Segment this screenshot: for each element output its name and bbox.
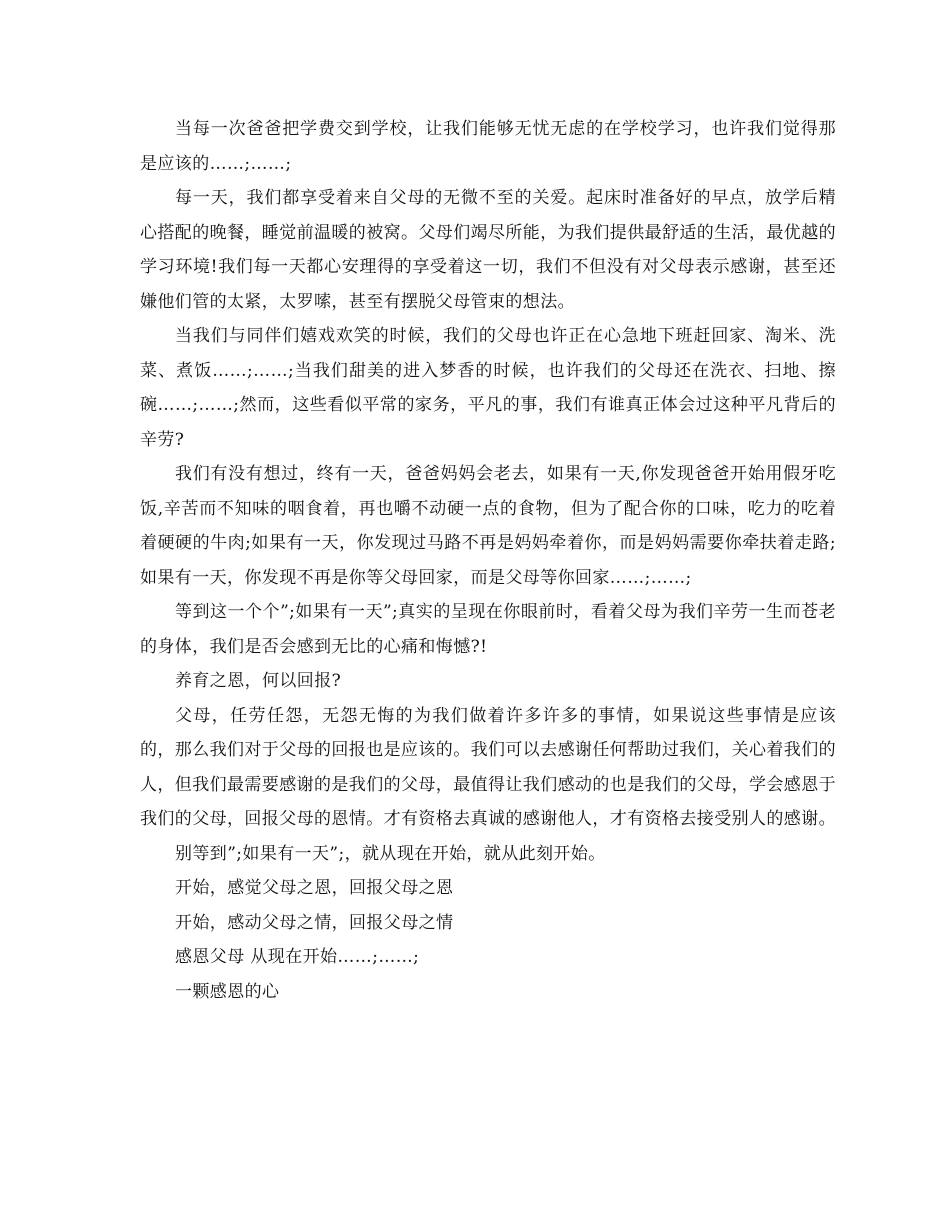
document-body [140, 112, 836, 1009]
paragraph: 开始，感觉父母之恩，回报父母之恩 [175, 878, 454, 898]
paragraph: 别等到”;如果有一天”;，就从现在开始，就从此刻开始。 [175, 843, 606, 864]
paragraph: 一颗感恩的心 [175, 981, 280, 1002]
paragraph: 父母，任劳任怨，无怨无悔的为我们做着许多许多的事情，如果说这些事情是应该的，那么我们对于父母的回报也是应该的。我们可以去感谢任何帮助过我们，关心着我们的人，但我们最需要感谢的是我们的父母，最值得让我们感动的也是我们的父母，学会感恩于我们的父母，回报父母的恩情。才有资格去真诚的感谢他人，才有资格去接受别人的感谢。 [140, 705, 836, 829]
paragraph: 等到这一个个”;如果有一天”;真实的呈现在你眼前时，看着父母为我们辛劳一生而苍老的身体，我们是否会感到无比的心痛和悔憾?! [140, 602, 836, 657]
paragraph: 当每一次爸爸把学费交到学校，让我们能够无忧无虑的在学校学习，也许我们觉得那是应该的……;……; [140, 119, 836, 174]
paragraph: 感恩父母 从现在开始……;……; [175, 947, 420, 967]
paragraph: 每一天，我们都享受着来自父母的无微不至的关爱。起床时准备好的早点，放学后精心搭配的晚餐，睡觉前温暖的被窝。父母们竭尽所能，为我们提供最舒适的生活，最优越的学习环境!我们每一天都心安理得的享受着这一切，我们不但没有对父母表示感谢，甚至还嫌他们管的太紧，太罗嗦，甚至有摆脱父母管束的想法。 [140, 188, 836, 312]
paragraph: 养育之恩，何以回报? [175, 671, 342, 691]
paragraph: 当我们与同伴们嬉戏欢笑的时候，我们的父母也许正在心急地下班赶回家、淘米、洗菜、煮饭……;……;当我们甜美的进入梦香的时候，也许我们的父母还在洗衣、扫地、擦碗……;……;然而，这些看似平常的家务，平凡的事，我们有谁真正体会过这种平凡背后的辛劳? [140, 326, 836, 450]
paragraph: 我们有没有想过，终有一天，爸爸妈妈会老去，如果有一天,你发现爸爸开始用假牙吃饭,辛苦而不知味的咽食着，再也嚼不动硬一点的食物，但为了配合你的口味，吃力的吃着着硬硬的牛肉;如果有一天，你发现过马路不再是妈妈牵着你，而是妈妈需要你牵扶着走路;如果有一天，你发现不再是你等父母回家，而是父母等你回家……;……; [140, 464, 836, 588]
paragraph: 开始，感动父母之情，回报父母之情 [175, 912, 454, 933]
